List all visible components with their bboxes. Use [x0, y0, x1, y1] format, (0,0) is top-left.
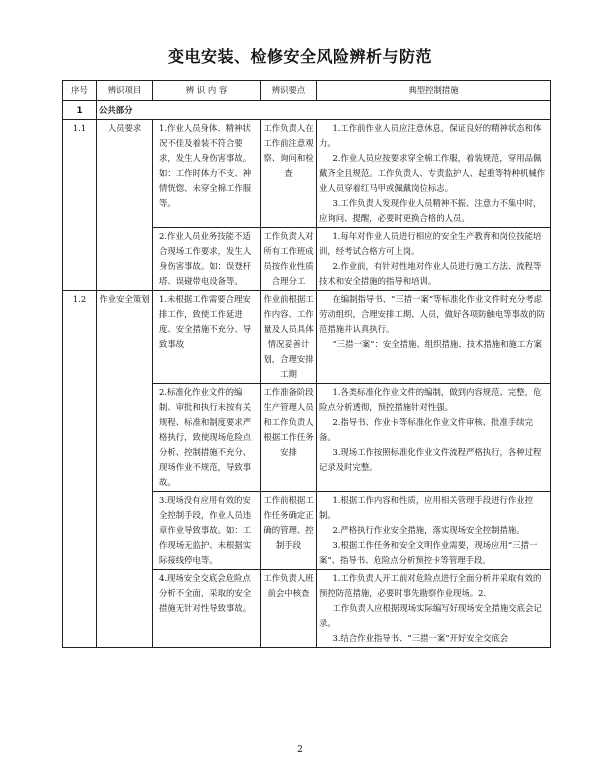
section-row [63, 101, 551, 120]
measure-item: 1.根据工作内容和性质，应用相关管理手段进行作业控制。 [319, 495, 534, 520]
header-no: 序号 [63, 81, 97, 101]
group-number: 1.1 [63, 120, 97, 291]
measure-item: 工作负责人应根据现场实际编写好现场安全措施交底会记录。 [319, 603, 542, 628]
measure-item: 2.指导书、作业卡等标准化作业文件审核、批准手续完备。 [319, 417, 534, 442]
risk-content: 2.标准化作业文件的编制、审批和执行未按有关规程、标准和制度要求严格执行，致使现场危险点分析、控制措施不充分、现场作业不规范，导致事故。 [153, 384, 261, 492]
section-label: 公共部分 [97, 101, 551, 120]
header-content: 辨 识 内 容 [153, 81, 261, 101]
control-measures [317, 570, 551, 648]
risk-content: 1.未根据工作需要合理安排工作，致使工作延进度、安全措施不充分、导致事故 [153, 291, 261, 384]
table-row [63, 120, 551, 228]
risk-content: 2.作业人员业务技能不适合现场工作要求，发生人身伤害事故。如：误登杆塔、误碰带电设备等。 [153, 228, 261, 291]
control-measures [317, 120, 551, 228]
control-measures [317, 384, 551, 492]
page-number: 2 [297, 745, 303, 755]
measure-item: 1.每年对作业人员进行相应的安全生产教育和岗位技能培训，经考试合格方可上岗。 [319, 231, 542, 256]
identification-point: 工作负责人在工作前注意观察、询问和检查 [261, 120, 317, 228]
header-measures: 典型控制措施 [317, 81, 551, 101]
identification-point: 工作负责人班前会中核查 [261, 570, 317, 648]
measure-item: 3.结合作业指导书、“三措一案”开好安全交底会 [332, 633, 509, 643]
identification-point: 作业前根据工作内容、工作量及人员具体情况妥善计划，合理安排工期 [261, 291, 317, 384]
control-measures [317, 492, 551, 570]
group-item: 人员要求 [97, 120, 153, 291]
measure-item: 3.现场工作按照标准化作业文件流程严格执行，各种过程记录及时完整。 [319, 447, 542, 472]
identification-point: 工作准备阶段生产管理人员和工作负责人根据工作任务安排 [261, 384, 317, 492]
risk-content: 1.作业人员身体、精神状况不佳及着装不符合要求，发生人身伤害事故。如：工作时体力不支、神情恍惚、未穿全棉工作服等。 [153, 120, 261, 228]
group-number: 1.2 [63, 291, 97, 648]
measure-item: 2.严格执行作业安全措施，落实现场安全控制措施。 [332, 525, 525, 535]
table-row [63, 291, 551, 384]
measure-item: 1.各类标准化作业文件的编制，做到内容规范、完整，危险点分析透彻，预控措施针对性强。 [319, 387, 542, 412]
header-item: 辨识项目 [97, 81, 153, 101]
measure-item: “三措一案”：安全措施、组织措施、技术措施和施工方案 [332, 339, 542, 349]
table-header-row [63, 81, 551, 101]
measure-item: 在编制指导书、“三措一案”等标准化作业文件时充分考虑劳动组织，合理安排工期、人员，做好各项防触电等事故的防范措施并认真执行。 [319, 294, 546, 334]
header-point: 辨识要点 [261, 81, 317, 101]
section-number: 1 [63, 101, 97, 120]
control-measures [317, 291, 551, 384]
risk-content: 3.现场没有应用有效的安全控制手段，作业人员违章作业导致事故。如：工作现场无监护、未根据实际接线停电等。 [153, 492, 261, 570]
measure-item: 1.工作前作业人员应注意休息，保证良好的精神状态和体力。 [319, 123, 542, 148]
risk-table [62, 80, 551, 648]
measure-item: 2.作业人员应按要求穿全棉工作服，着装规范，穿用品佩戴齐全且规范。工作负责人、专责监护人、起重等特种机械作业人员穿着红马甲或佩戴岗位标志。 [319, 153, 546, 193]
measure-item: 2.作业前，有针对性地对作业人员进行施工方法、流程等技术和安全措施的指导和培训。 [319, 261, 542, 286]
control-measures [317, 228, 551, 291]
risk-content: 4.现场安全交底会危险点分析不全面，采取的安全措施无针对性导致事故。 [153, 570, 261, 648]
measure-item: 3.根据工作任务和安全文明作业需要，现场应用“三措一案”、指导书、危险点分析预控卡等管理手段。 [319, 540, 538, 565]
measure-item: 1.工作负责人开工前对危险点进行全面分析并采取有效的预控防范措施，必要时事先勘察作业现场。2. [319, 573, 542, 598]
document-title: 变电安装、检修安全风险辨析与防范 [167, 47, 432, 66]
measure-item: 3.工作负责人发现作业人员精神不振、注意力不集中时，应询问、提醒，必要时更换合格的人员。 [319, 198, 542, 223]
identification-point: 工作前根据工作任务确定正确的管理、控制手段 [261, 492, 317, 570]
identification-point: 工作负责人对所有工作班成员按作业性质合理分工 [261, 228, 317, 291]
group-item: 作业安全策划 [97, 291, 153, 648]
